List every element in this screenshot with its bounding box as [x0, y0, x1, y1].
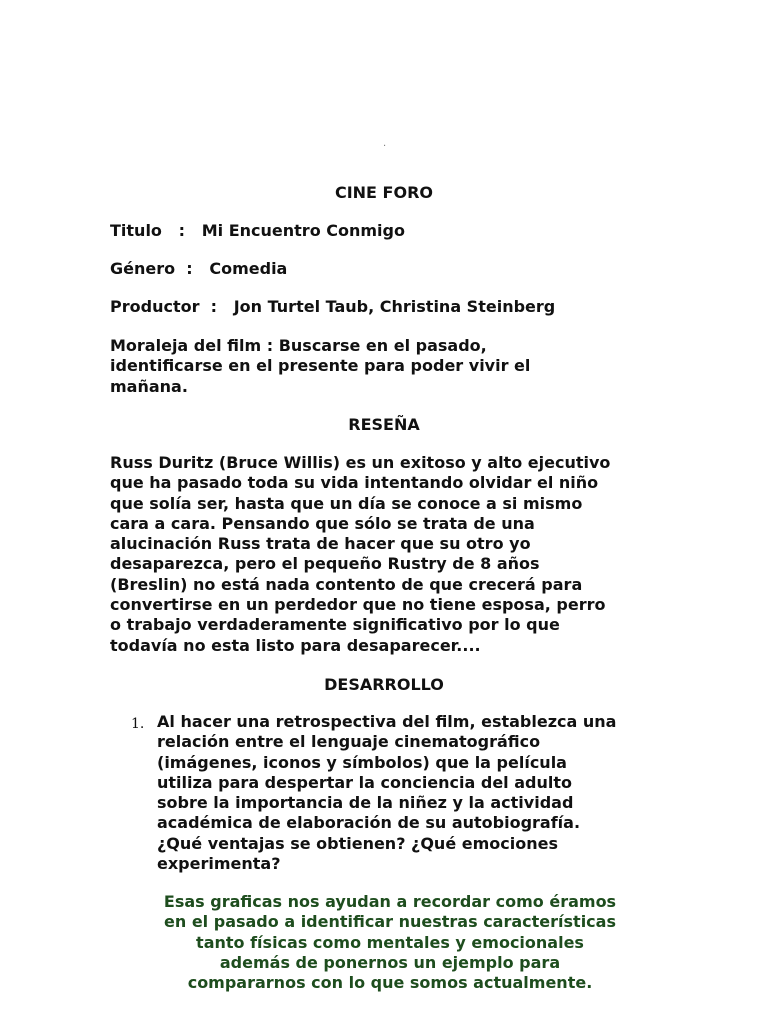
resena-line: desaparezca, pero el pequeño Rustry de 8 años [110, 554, 540, 574]
moraleja-line: Moraleja del film : Buscarse en el pasado, [110, 336, 487, 355]
desarrollo-heading: DESARROLLO [324, 675, 444, 694]
answer-line: compararnos con lo que somos actualmente. [187, 973, 593, 993]
resena-line: convertirse en un perdedor que no tiene esposa, perro [110, 595, 606, 615]
decorative-dot: . [383, 138, 387, 149]
resena-line: todavía no esta listo para desaparecer.... [110, 635, 481, 655]
resena-line: o trabajo verdaderamente significativo por lo que [110, 615, 560, 635]
question-line: Al hacer una retrospectiva del film, establezca una [157, 712, 617, 731]
field-titulo: Titulo : Mi Encuentro Conmigo [110, 221, 405, 240]
answer-line: en el pasado a identificar nuestras características [164, 912, 616, 932]
question-line: ¿Qué ventajas se obtienen? ¿Qué emociones [157, 833, 558, 853]
resena-line: alucinación Russ trata de hacer que su otro yo [110, 534, 531, 554]
question-line: relación entre el lenguaje cinematográfico [157, 732, 541, 752]
moraleja-line: mañana. [110, 376, 188, 396]
resena-line: (Breslin) no está nada contento de que crecerá para [110, 574, 583, 594]
answer-line: tanto físicas como mentales y emocionales [196, 932, 584, 952]
resena-line: que solía ser, hasta que un día se conoce a si mismo [110, 493, 583, 513]
list-item-question [157, 712, 677, 874]
moraleja-line: identificarse en el presente para poder vivir el [110, 356, 531, 376]
question-line: utiliza para despertar la conciencia del adulto [157, 772, 572, 792]
field-moraleja [110, 336, 670, 397]
answer-paragraph [140, 892, 640, 993]
resena-heading: RESEÑA [348, 415, 420, 434]
question-line: académica de elaboración de su autobiografía. [157, 813, 581, 833]
resena-line: que ha pasado toda su vida intentando olvidar el niño [110, 473, 599, 493]
answer-line: Esas graficas nos ayudan a recordar como éramos [163, 892, 617, 911]
question-line: (imágenes, iconos y símbolos) que la película [157, 752, 567, 772]
resena-line: cara a cara. Pensando que sólo se trata de una [110, 513, 535, 533]
resena-paragraph [110, 453, 670, 656]
field-productor: Productor : Jon Turtel Taub, Christina Steinberg [110, 297, 556, 316]
resena-line: Russ Duritz (Bruce Willis) es un exitoso y alto ejecutivo [110, 453, 611, 472]
field-genero: Género : Comedia [110, 259, 288, 278]
answer-line: además de ponernos un ejemplo para [219, 952, 561, 972]
list-item-number: 1. [131, 716, 145, 732]
page-title: CINE FORO [334, 183, 434, 202]
question-line: experimenta? [157, 854, 281, 874]
question-line: sobre la importancia de la niñez y la actividad [157, 793, 574, 813]
